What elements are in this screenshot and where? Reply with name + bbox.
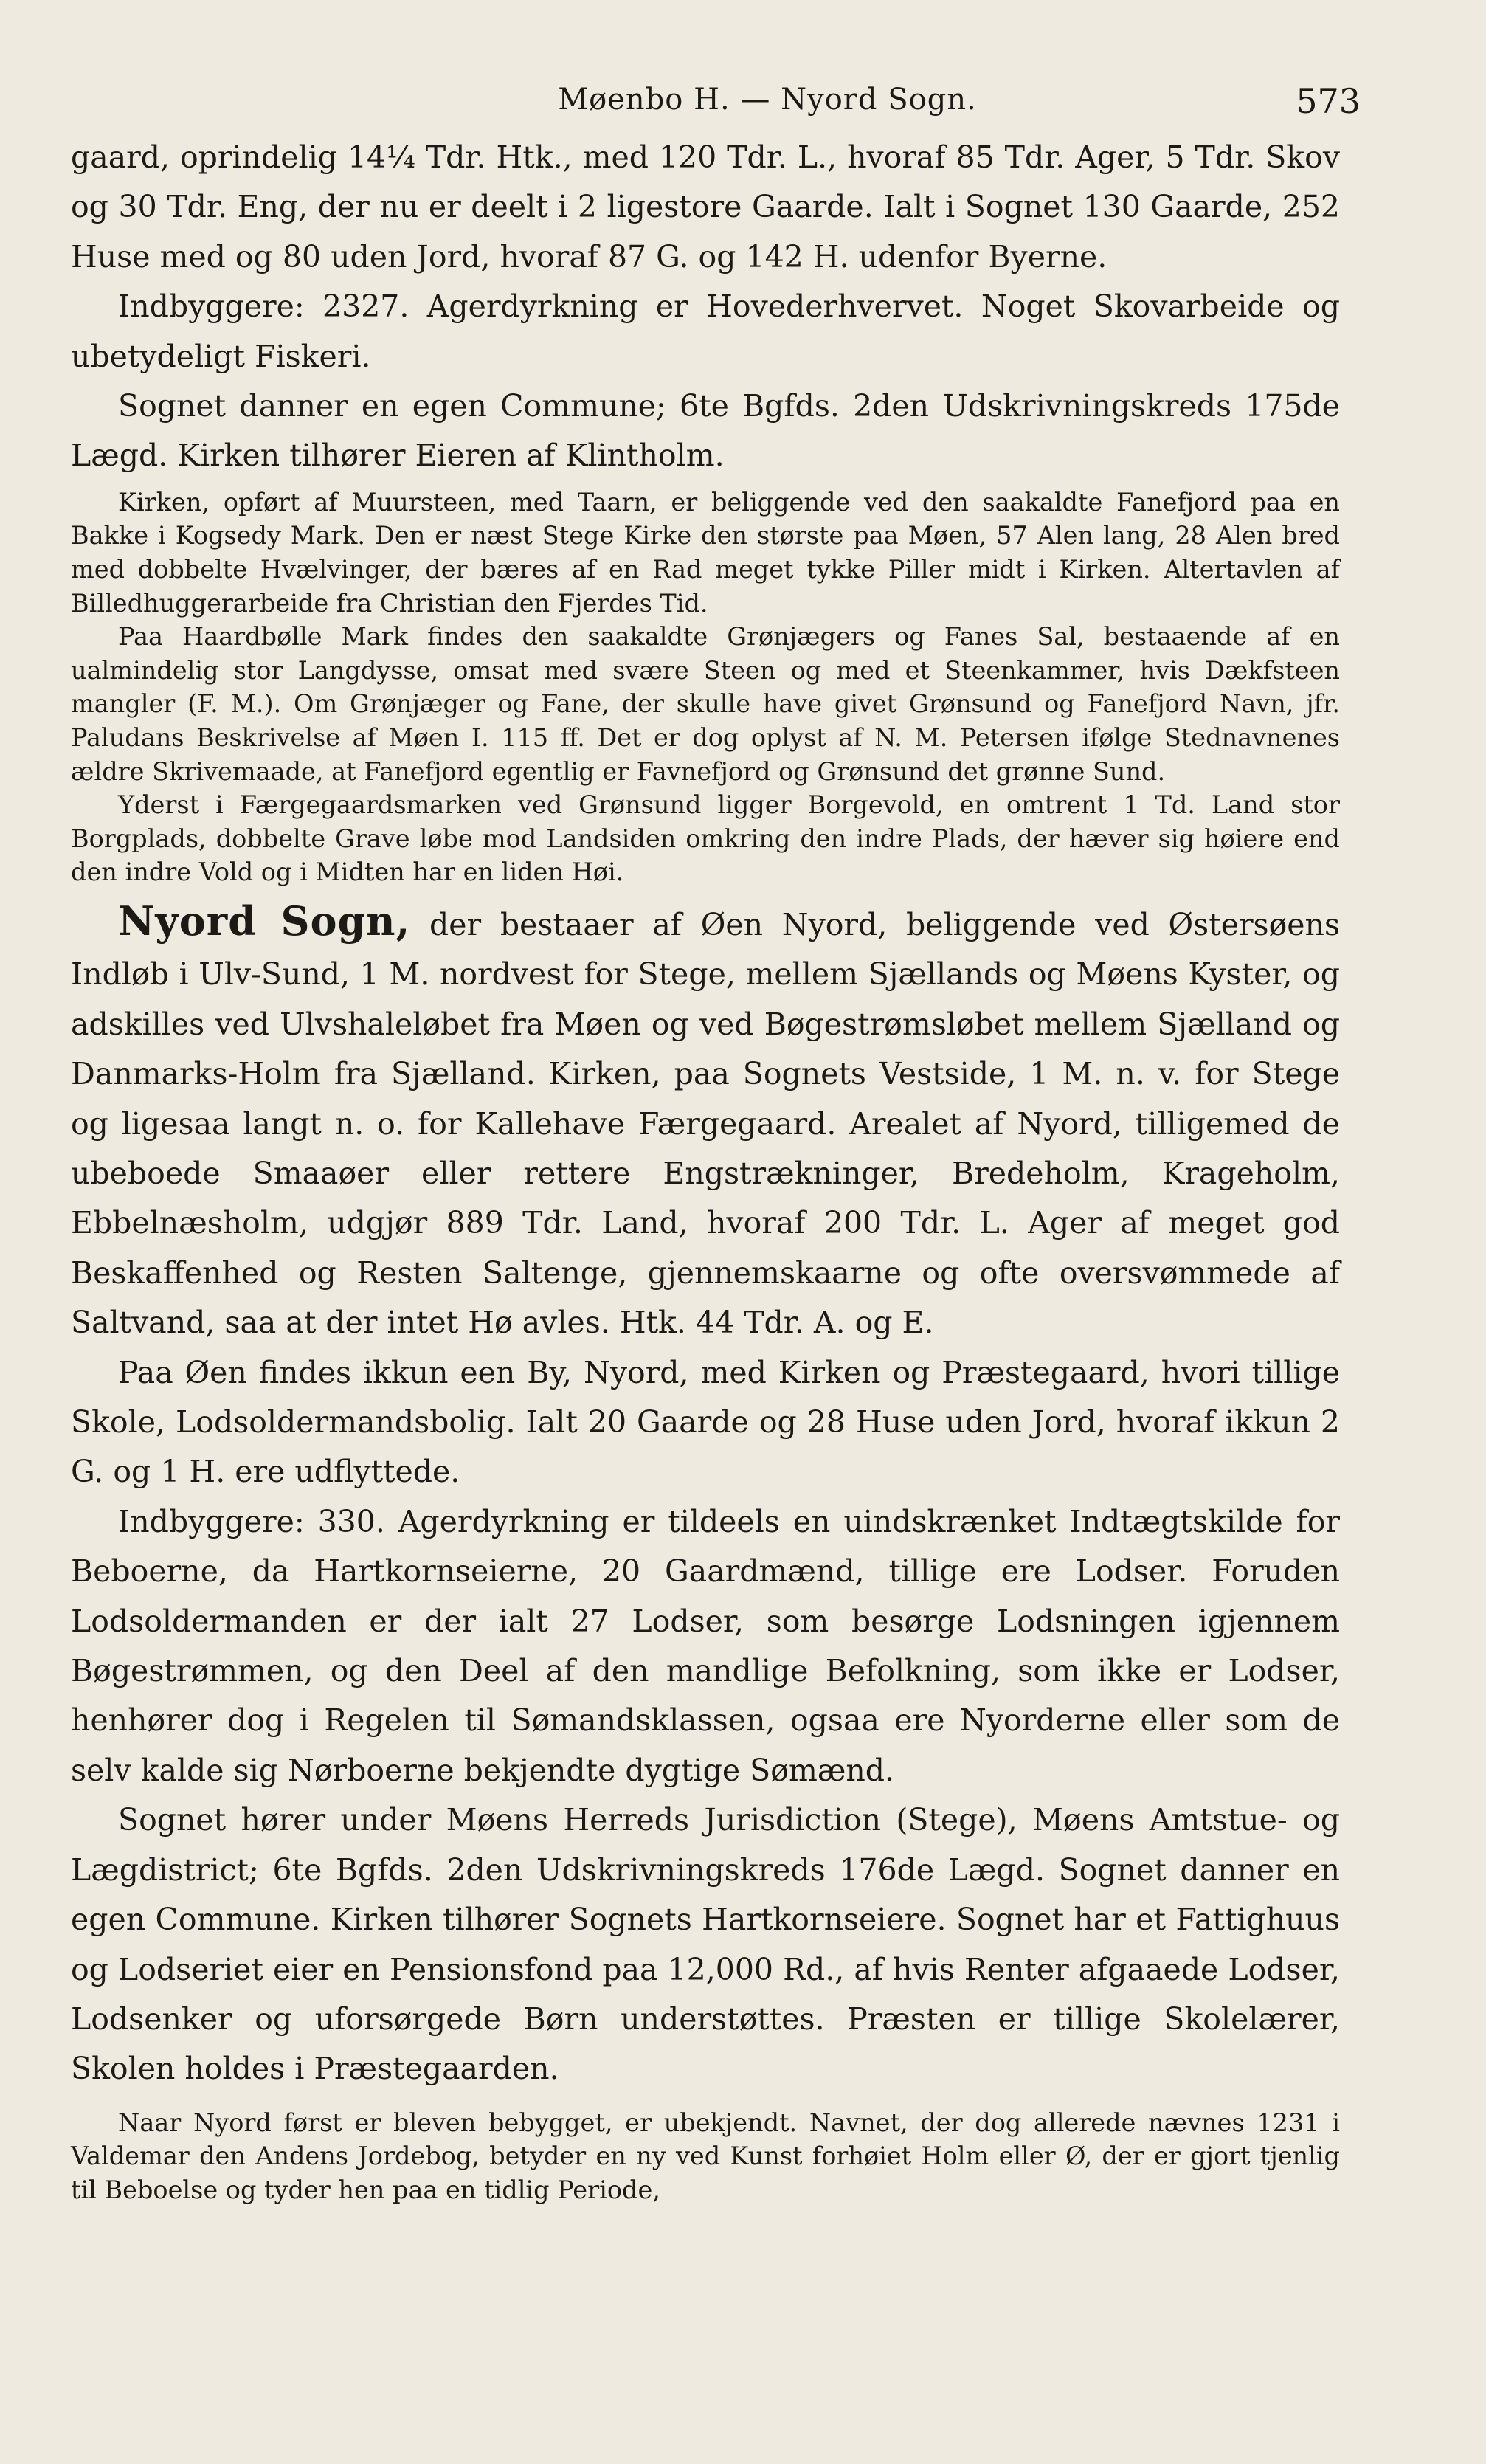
section-text: der bestaaer af Øen Nyord, beliggende ved Østersøens Indløb i Ulv-Sund, 1 M. nordvest for Stege, mellem Sjællands og Møens Kyster, og adskilles ved Ulvshaleløbet fra Møen og ved Bøgestrømsløbet mellem Sjælland og Danmarks-Holm fra Sjælland. Kirken, paa Sognets Vestside, 1 M. n. v. for Stege og ligesaa langt n. o. for Kallehave Færgegaard. Arealet af Nyord, tilligemed de ubeboede Smaaøer eller rettere Engstrækninger, Bredeholm, Krageholm, Ebbelnæsholm, udgjør 889 Tdr. Land, hvoraf 200 Tdr. L. Ager af meget god Beskaffenhed og Resten Saltenge, gjennemskaarne og ofte oversvømmede af Saltvand, saa at der intet Hø avles. Htk. 44 Tdr. A. og E. xyxy=(71,906,1340,1341)
section-heading: Nyord Sogn, xyxy=(118,897,411,945)
paragraph-sognet-commune: Sognet danner en egen Commune; 6te Bgfds. 2den Udskrivningskreds 175de Lægd. Kirken tilhører Eieren af Klintholm. xyxy=(71,388,1340,474)
paragraph-paa-oen: Paa Øen findes ikkun een By, Nyord, med Kirken og Præstegaard, hvori tillige Skole, Lodsoldermandsbolig. Ialt 20 Gaarde og 28 Huse uden Jord, hvoraf ikkun 2 G. og 1 H. ere udflyttede. xyxy=(71,1354,1340,1490)
paragraph-indbyggere: Indbyggere: 2327. Agerdyrkning er Hovederhvervet. Noget Skovarbeide og ubetydeligt Fiskeri. xyxy=(71,289,1340,374)
paragraph-nyord-sogn xyxy=(71,897,1340,1348)
note-borgevold: Yderst i Færgegaardsmarken ved Grønsund ligger Borgevold, en omtrent 1 Td. Land stor Borgplads, dobbelte Grave løbe mod Landsiden omkring den indre Plads, der hæver sig høiere end den indre Vold og i Midten har en liden Høi. xyxy=(71,790,1340,887)
paragraph-sognet-herred: Sognet hører under Møens Herreds Jurisdiction (Stege), Møens Amtstue- og Lægdistrict; 6te Bgfds. 2den Udskrivningskreds 176de Lægd. Sognet danner en egen Commune. Kirken tilhører Sognets Hartkornseiere. Sognet har et Fattighuus og Lodseriet eier en Pensionsfond paa 12,000 Rd., af hvis Renter afgaaede Lodser, Lodsenker og uforsørgede Børn understøttes. Præsten er tillige Skolelærer, Skolen holdes i Præstegaarden. xyxy=(71,1802,1340,2087)
note-haardbolle: Paa Haardbølle Mark findes den saakaldte Grønjægers og Fanes Sal, bestaaende af en ualmindelig stor Langdysse, omsat med svære Steen og med et Steenkammer, hvis Dækfsteen mangler (F. M.). Om Grønjæger og Fane, der skulle have givet Grønsund og Fanefjord Navn, jfr. Paludans Beskrivelse af Møen I. 115 ff. Det er dog oplyst af N. M. Petersen ifølge Stednavnenes ældre Skrivemaade, at Fanefjord egentlig er Favnefjord og Grønsund det grønne Sund. xyxy=(71,622,1340,786)
paragraph-gaard: gaard, oprindelig 14¼ Tdr. Htk., med 120 Tdr. L., hvoraf 85 Tdr. Ager, 5 Tdr. Skov og 30 Tdr. Eng, der nu er deelt i 2 ligestore Gaarde. Ialt i Sognet 130 Gaarde, 252 Huse med og 80 uden Jord, hvoraf 87 G. og 142 H. udenfor Byerne. xyxy=(71,139,1340,275)
note-naar-nyord: Naar Nyord først er bleven bebygget, er ubekjendt. Navnet, der dog allerede nævnes 1231 i Valdemar den Andens Jordebog, betyder en ny ved Kunst forhøiet Holm eller Ø, der er gjort tjenlig til Beboelse og tyder hen paa en tidlig Periode, xyxy=(71,2108,1340,2204)
page-number: 573 xyxy=(1296,81,1361,121)
note-kirken: Kirken, opført af Muursteen, med Taarn, er beliggende ved den saakaldte Fanefjord paa en Bakke i Kogsedy Mark. Den er næst Stege Kirke den største paa Møen, 57 Alen lang, 28 Alen bred med dobbelte Hvælvinger, der bæres af en Rad meget tykke Piller midt i Kirken. Altertavlen af Billedhuggerarbeide fra Christian den Fjerdes Tid. xyxy=(71,487,1340,618)
running-head: Møenbo H. — Nyord Sogn. xyxy=(558,83,977,117)
page-body xyxy=(71,133,1340,2207)
page-header xyxy=(0,68,1486,127)
paragraph-indbyggere-nyord: Indbyggere: 330. Agerdyrkning er tildeels en uindskrænket Indtægtskilde for Beboerne, da Hartkornseierne, 20 Gaardmænd, tillige ere Lodser. Foruden Lodsoldermanden er der ialt 27 Lodser, som besørge Lodsningen igjennem Bøgestrømmen, og den Deel af den mandlige Befolkning, som ikke er Lodser, henhører dog i Regelen til Sømandsklassen, ogsaa ere Nyorderne eller som de selv kalde sig Nørboerne bekjendte dygtige Sømænd. xyxy=(71,1503,1340,1788)
